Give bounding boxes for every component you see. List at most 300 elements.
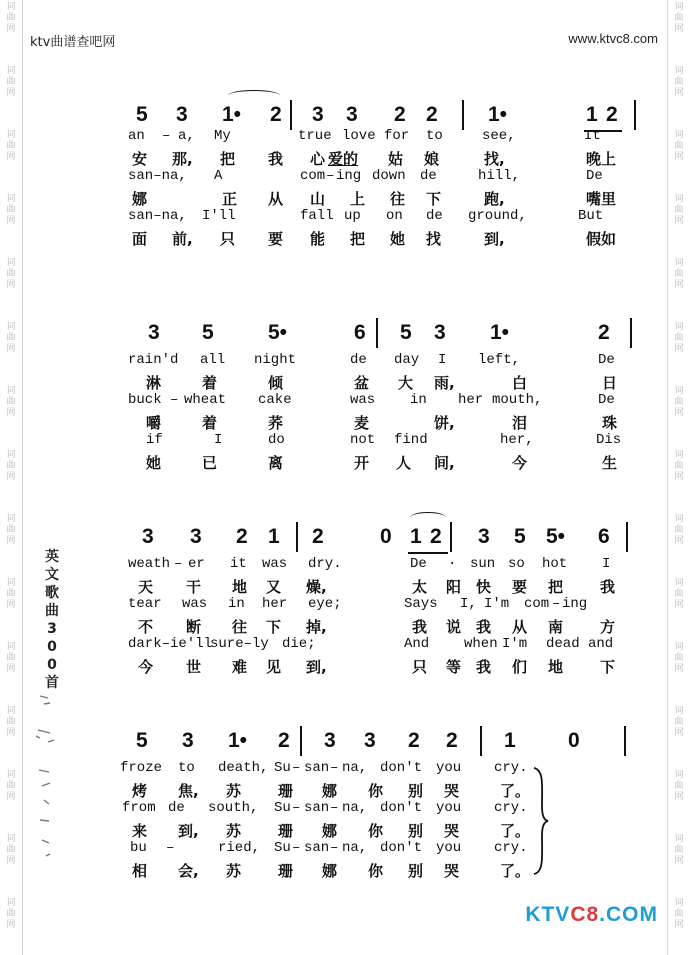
lyric-line-en-2: [122, 800, 634, 820]
edge-watermark-glyph: 词: [674, 66, 684, 76]
lyric-word: if: [146, 432, 163, 448]
edge-watermark-glyph: 词: [6, 322, 16, 332]
lyric-line-zh-2: [128, 616, 634, 636]
lyric-word: you: [436, 840, 462, 856]
lyric-word: don't: [380, 840, 423, 856]
note: 2: [312, 525, 324, 548]
lyric-word: –: [292, 800, 301, 816]
edge-watermark-glyph: 曲: [674, 141, 684, 151]
edge-watermark-glyph: 网: [6, 792, 16, 802]
lyric-word: 生: [602, 454, 618, 472]
lyric-word: fall: [300, 208, 334, 224]
edge-watermark-glyph: 曲: [674, 13, 684, 23]
lyric-word: na,: [342, 760, 368, 776]
edge-watermark-glyphs: [3, 322, 19, 355]
note: 5•: [268, 321, 288, 344]
edge-watermark-glyph: 曲: [674, 589, 684, 599]
edge-watermark-glyphs: [3, 770, 19, 803]
edge-watermark-glyphs: [3, 450, 19, 483]
edge-watermark-glyphs: [3, 642, 19, 675]
lyric-line-en-3: [128, 636, 634, 656]
edge-watermark-glyph: 曲: [6, 717, 16, 727]
lyric-word: froze: [120, 760, 163, 776]
note: 3: [364, 729, 376, 752]
note: 2: [430, 525, 442, 548]
edge-watermark-glyph: 网: [6, 280, 16, 290]
lyric-word: for: [384, 128, 410, 144]
lyric-word: De: [410, 556, 427, 572]
lyric-line-en-1: [128, 352, 634, 372]
lyric-word: –: [330, 760, 339, 776]
lyric-word: 开: [354, 454, 370, 472]
lyric-word: Su: [274, 800, 291, 816]
edge-watermark-glyph: 网: [6, 88, 16, 98]
right-margin-line: [667, 0, 668, 955]
lyric-word: wheat: [184, 392, 227, 408]
note: 0: [568, 729, 580, 752]
lyric-word: 不: [138, 618, 154, 636]
lyric-word: Su: [274, 840, 291, 856]
lyric-word: 人: [396, 454, 412, 472]
lyric-word: 雨,: [434, 374, 455, 392]
edge-watermark-glyph: 网: [674, 24, 684, 34]
edge-watermark-glyph: 词: [6, 450, 16, 460]
edge-watermark-glyph: 网: [674, 664, 684, 674]
note: 2: [606, 103, 618, 126]
note: 3: [434, 321, 446, 344]
edge-watermark-glyph: 网: [674, 408, 684, 418]
lyric-word: I: [602, 556, 611, 572]
lyric-word: dry.: [308, 556, 342, 572]
edge-watermark-glyphs: [3, 66, 19, 99]
lyric-word: south,: [208, 800, 259, 816]
lyric-word: 已: [202, 454, 218, 472]
lyric-word: 你: [368, 862, 384, 880]
note-row: [128, 522, 634, 556]
lyric-word: I: [214, 432, 223, 448]
lyric-line-zh-2: [128, 188, 634, 208]
lyric-word: 断: [186, 618, 202, 636]
edge-watermark-glyphs: [3, 130, 19, 163]
lyric-word: de: [168, 800, 185, 816]
edge-watermark-glyphs: [671, 386, 687, 419]
lyric-word: 娜: [132, 190, 148, 208]
lyric-word: 等: [446, 658, 462, 676]
lyric-word: 往: [390, 190, 406, 208]
edge-watermark-glyphs: [671, 642, 687, 675]
lyric-word: 大: [398, 374, 414, 392]
edge-watermark-glyph: 曲: [6, 589, 16, 599]
lyric-word: 哭: [444, 822, 460, 840]
lyric-word: 嚼: [146, 414, 162, 432]
lyric-word: eye;: [308, 596, 342, 612]
lyric-word: san: [304, 840, 330, 856]
edge-watermark-glyphs: [671, 706, 687, 739]
edge-watermark-glyphs: [3, 514, 19, 547]
site-name-header: ktv曲谱查吧网: [30, 35, 116, 50]
book-title-char: 歌: [45, 585, 59, 601]
edge-watermark-glyph: 网: [6, 216, 16, 226]
bar-line: [462, 100, 464, 130]
edge-watermark-glyph: 曲: [6, 205, 16, 215]
lyric-word: you: [436, 760, 462, 776]
lyric-word: ried,: [218, 840, 261, 856]
lyric-word: 娜: [322, 862, 338, 880]
lyric-word: when: [464, 636, 498, 652]
edge-watermark-glyph: 曲: [674, 77, 684, 87]
lyric-word: so: [508, 556, 525, 572]
note: 3: [182, 729, 194, 752]
edge-watermark-glyph: 曲: [6, 461, 16, 471]
edge-watermark-glyph: 词: [674, 386, 684, 396]
lyric-word: her: [262, 596, 288, 612]
lyric-word: 离: [268, 454, 284, 472]
lyric-word: 下: [426, 190, 442, 208]
edge-watermark-glyph: 曲: [6, 653, 16, 663]
bar-line: [624, 726, 626, 756]
edge-watermark-glyph: 网: [674, 344, 684, 354]
edge-watermark-glyph: 词: [6, 706, 16, 716]
lyric-word: to: [178, 760, 195, 776]
edge-watermark-glyphs: [671, 578, 687, 611]
lyric-word: in: [228, 596, 245, 612]
edge-watermark-glyph: 曲: [6, 397, 16, 407]
lyric-word: 从: [512, 618, 528, 636]
lyric-word: an: [128, 128, 145, 144]
edge-watermark-glyph: 网: [674, 600, 684, 610]
lyric-word: 苏: [226, 782, 242, 800]
lyric-word: a,: [178, 128, 195, 144]
lyric-word: But: [578, 208, 604, 224]
edge-watermark-glyph: 网: [6, 600, 16, 610]
lyric-word: 哭: [444, 782, 460, 800]
edge-watermark-glyphs: [3, 834, 19, 867]
lyric-word: 娘: [424, 150, 440, 168]
edge-watermark-glyph: 网: [6, 152, 16, 162]
lyric-line-zh-3: [128, 452, 634, 472]
edge-watermark-glyph: 词: [6, 386, 16, 396]
lyric-word: De: [598, 392, 615, 408]
lyric-word: 到,: [484, 230, 505, 248]
edge-watermark-glyph: 词: [6, 514, 16, 524]
edge-watermark-glyph: 词: [6, 642, 16, 652]
scan-noise-marks: [30, 690, 70, 870]
edge-watermark-glyph: 曲: [6, 909, 16, 919]
edge-watermark-glyph: 词: [6, 834, 16, 844]
lyric-word: don't: [380, 760, 423, 776]
edge-watermark-glyph: 词: [6, 770, 16, 780]
lyric-word: 间,: [434, 454, 455, 472]
lyric-word: 下: [266, 618, 282, 636]
note: 1•: [228, 729, 248, 752]
lyric-line-zh-2: [128, 820, 634, 840]
lyric-word: 掉,: [306, 618, 327, 636]
lyric-word: 珊: [278, 822, 294, 840]
lyric-word: 泪: [512, 414, 528, 432]
lyric-word: com: [300, 168, 326, 184]
note: 3: [346, 103, 358, 126]
edge-watermark-glyph: 曲: [674, 461, 684, 471]
note: 1•: [490, 321, 510, 344]
lyric-word: 她: [146, 454, 162, 472]
lyric-word: 要: [512, 578, 528, 596]
lyric-line-zh-1: [128, 372, 634, 392]
lyric-word: 正: [222, 190, 238, 208]
lyric-word: 只: [412, 658, 428, 676]
edge-watermark-glyph: 网: [6, 472, 16, 482]
note: 5: [202, 321, 214, 344]
edge-watermark-glyph: 词: [674, 258, 684, 268]
lyric-word: 姑: [388, 150, 404, 168]
lyric-word: 找,: [484, 150, 505, 168]
edge-watermark-glyph: 词: [674, 578, 684, 588]
note: 3: [142, 525, 154, 548]
book-title-char: 曲: [45, 603, 59, 619]
book-title-char: 首: [45, 675, 59, 691]
lyric-word: die;: [282, 636, 316, 652]
lyric-word: My: [214, 128, 231, 144]
edge-watermark-glyph: 网: [6, 920, 16, 930]
lyric-word: I'm: [502, 636, 528, 652]
note: 1: [586, 103, 598, 126]
lyric-word: 安: [132, 150, 148, 168]
lyric-word: 见: [266, 658, 282, 676]
lyric-word: 了。: [500, 862, 531, 880]
edge-watermark-glyph: 曲: [6, 141, 16, 151]
bar-line: [626, 522, 628, 552]
lyric-word: san–na,: [128, 168, 187, 184]
edge-watermark-glyph: 词: [674, 706, 684, 716]
lyric-word: 只: [220, 230, 236, 248]
bar-line: [450, 522, 452, 552]
bar-line: [290, 100, 292, 130]
lyric-word: 那,: [172, 150, 193, 168]
lyric-word: ing: [562, 596, 588, 612]
edge-watermark-glyph: 网: [674, 856, 684, 866]
edge-watermark-glyph: 网: [674, 792, 684, 802]
lyric-word: 又: [266, 578, 282, 596]
lyric-word: hill,: [478, 168, 521, 184]
lyric-word: 珊: [278, 782, 294, 800]
note: 0: [380, 525, 392, 548]
edge-watermark-glyphs: [3, 2, 19, 35]
lyric-line-zh-1: [128, 780, 634, 800]
lyric-word: 她: [390, 230, 406, 248]
lyric-word: I: [438, 352, 447, 368]
book-title-char: 3: [47, 621, 57, 637]
edge-watermark-glyph: 网: [674, 88, 684, 98]
lyric-word: 别: [408, 782, 424, 800]
lyric-word: and: [588, 636, 614, 652]
lyric-word: from: [122, 800, 156, 816]
edge-watermark-glyph: 网: [6, 536, 16, 546]
lyric-word: 珠: [602, 414, 618, 432]
lyric-word: 别: [408, 822, 424, 840]
lyric-word: –: [292, 840, 301, 856]
lyric-line-en-1: [128, 128, 634, 148]
lyric-word: find: [394, 432, 428, 448]
lyric-word: 世: [186, 658, 202, 676]
lyric-line-en-2: [128, 392, 634, 412]
note: 3: [190, 525, 202, 548]
lyric-line-en-2: [128, 596, 634, 616]
lyric-word: hot: [542, 556, 568, 572]
lyric-line-en-2: [128, 168, 634, 188]
edge-watermark-glyph: 网: [674, 472, 684, 482]
lyric-word: –: [174, 556, 183, 572]
lyric-word: sure–ly: [210, 636, 269, 652]
note: 2: [270, 103, 282, 126]
edge-watermark-glyph: 词: [674, 898, 684, 908]
lyric-word: was: [182, 596, 208, 612]
note: 5: [136, 729, 148, 752]
lyric-word: –: [162, 128, 171, 144]
lyric-word: san: [304, 800, 330, 816]
note: 3: [176, 103, 188, 126]
left-edge-watermark: [0, 0, 22, 955]
edge-watermark-glyph: 曲: [6, 525, 16, 535]
lyric-line-zh-3: [128, 656, 634, 676]
edge-watermark-glyph: 网: [6, 856, 16, 866]
lyric-word: it: [230, 556, 247, 572]
lyric-word: cry.: [494, 760, 528, 776]
lyric-word: see,: [482, 128, 516, 144]
edge-watermark-glyphs: [671, 450, 687, 483]
lyric-word: de: [350, 352, 367, 368]
bar-line: [634, 100, 636, 130]
book-title-vertical: [42, 548, 62, 692]
lyric-word: 相: [132, 862, 148, 880]
edge-watermark-glyph: 词: [674, 514, 684, 524]
lyric-word: 白: [512, 374, 528, 392]
lyric-word: 了。: [500, 822, 531, 840]
lyric-word: –: [330, 840, 339, 856]
edge-watermark-glyph: 网: [6, 24, 16, 34]
lyric-word: was: [262, 556, 288, 572]
lyric-word: 我: [476, 618, 492, 636]
note: 3: [312, 103, 324, 126]
lyric-word: 前,: [172, 230, 193, 248]
edge-watermark-glyph: 曲: [674, 525, 684, 535]
lyric-line-en-3: [128, 432, 634, 452]
note: 2: [408, 729, 420, 752]
edge-watermark-glyph: 词: [674, 834, 684, 844]
lyric-word: love: [342, 128, 376, 144]
edge-watermark-glyph: 词: [6, 2, 16, 12]
lyric-word: I,: [460, 596, 477, 612]
lyric-word: true: [298, 128, 332, 144]
edge-watermark-glyph: 曲: [674, 333, 684, 343]
edge-watermark-glyph: 网: [674, 280, 684, 290]
lyric-word: 们: [512, 658, 528, 676]
lyric-word: 你: [368, 822, 384, 840]
edge-watermark-glyph: 曲: [674, 845, 684, 855]
logo-part: KTV: [525, 903, 571, 926]
edge-watermark-glyphs: [3, 258, 19, 291]
edge-watermark-glyph: 曲: [674, 909, 684, 919]
book-title-char: 英: [45, 549, 59, 565]
lyric-word: 哭: [444, 862, 460, 880]
lyric-word: 地: [232, 578, 248, 596]
lyric-word: ground,: [468, 208, 527, 224]
lyric-word: rain'd: [128, 352, 179, 368]
lyric-word: tear: [128, 596, 162, 612]
lyric-word: 南: [548, 618, 564, 636]
lyric-word: 面: [132, 230, 148, 248]
edge-watermark-glyph: 曲: [6, 333, 16, 343]
lyric-word: 今: [138, 658, 154, 676]
edge-watermark-glyph: 曲: [6, 781, 16, 791]
lyric-word: er: [188, 556, 205, 572]
book-title-char: 0: [47, 639, 57, 655]
lyric-word: dark–ie'll: [128, 636, 213, 652]
lyric-word: –: [326, 168, 335, 184]
edge-watermark-glyph: 网: [674, 152, 684, 162]
site-url-header: www.ktvc8.com: [568, 31, 658, 46]
lyric-word: 我: [476, 658, 492, 676]
lyric-word: 日: [602, 374, 618, 392]
lyric-word: 着: [202, 414, 218, 432]
edge-watermark-glyph: 词: [674, 450, 684, 460]
edge-watermark-glyphs: [3, 578, 19, 611]
edge-watermark-glyph: 网: [674, 216, 684, 226]
lyric-word: 珊: [278, 862, 294, 880]
lyric-word: A: [214, 168, 223, 184]
lyric-word: 假如: [586, 230, 617, 248]
lyric-line-en-1: [120, 760, 634, 780]
lyric-word: 太: [412, 578, 428, 596]
logo-part: .COM: [599, 903, 658, 926]
edge-watermark-glyph: 网: [6, 344, 16, 354]
lyric-word: down: [372, 168, 406, 184]
lyric-word: mouth,: [492, 392, 543, 408]
lyric-word: cry.: [494, 800, 528, 816]
lyric-word: com: [524, 596, 550, 612]
lyric-word: san: [304, 760, 330, 776]
lyric-word: cake: [258, 392, 292, 408]
lyric-word: her,: [500, 432, 534, 448]
lyric-word: –: [330, 800, 339, 816]
lyric-word: –: [166, 840, 175, 856]
lyric-word: 你: [368, 782, 384, 800]
lyric-word: 倾: [268, 374, 284, 392]
edge-watermark-glyph: 曲: [674, 781, 684, 791]
edge-watermark-glyph: 词: [674, 194, 684, 204]
edge-watermark-glyph: 网: [674, 728, 684, 738]
lyric-word: 苏: [226, 822, 242, 840]
lyric-word: left,: [478, 352, 521, 368]
lyric-word: death,: [218, 760, 269, 776]
edge-watermark-glyph: 词: [6, 258, 16, 268]
edge-watermark-glyphs: [671, 66, 687, 99]
lyric-word: sun: [470, 556, 496, 572]
note: 2: [394, 103, 406, 126]
lyric-word: 把: [220, 150, 236, 168]
edge-watermark-glyph: 词: [6, 66, 16, 76]
lyric-line-zh-3: [128, 228, 634, 248]
note: 2: [426, 103, 438, 126]
lyric-word: all: [200, 352, 226, 368]
lyric-word: 快: [476, 578, 492, 596]
note: 5: [136, 103, 148, 126]
slur-mark: [228, 90, 280, 101]
edge-watermark-glyphs: [671, 770, 687, 803]
lyric-word: de: [420, 168, 437, 184]
lyric-word: 了。: [500, 782, 531, 800]
lyric-word: 干: [186, 578, 202, 596]
lyric-word: was: [350, 392, 376, 408]
note: 5•: [546, 525, 566, 548]
